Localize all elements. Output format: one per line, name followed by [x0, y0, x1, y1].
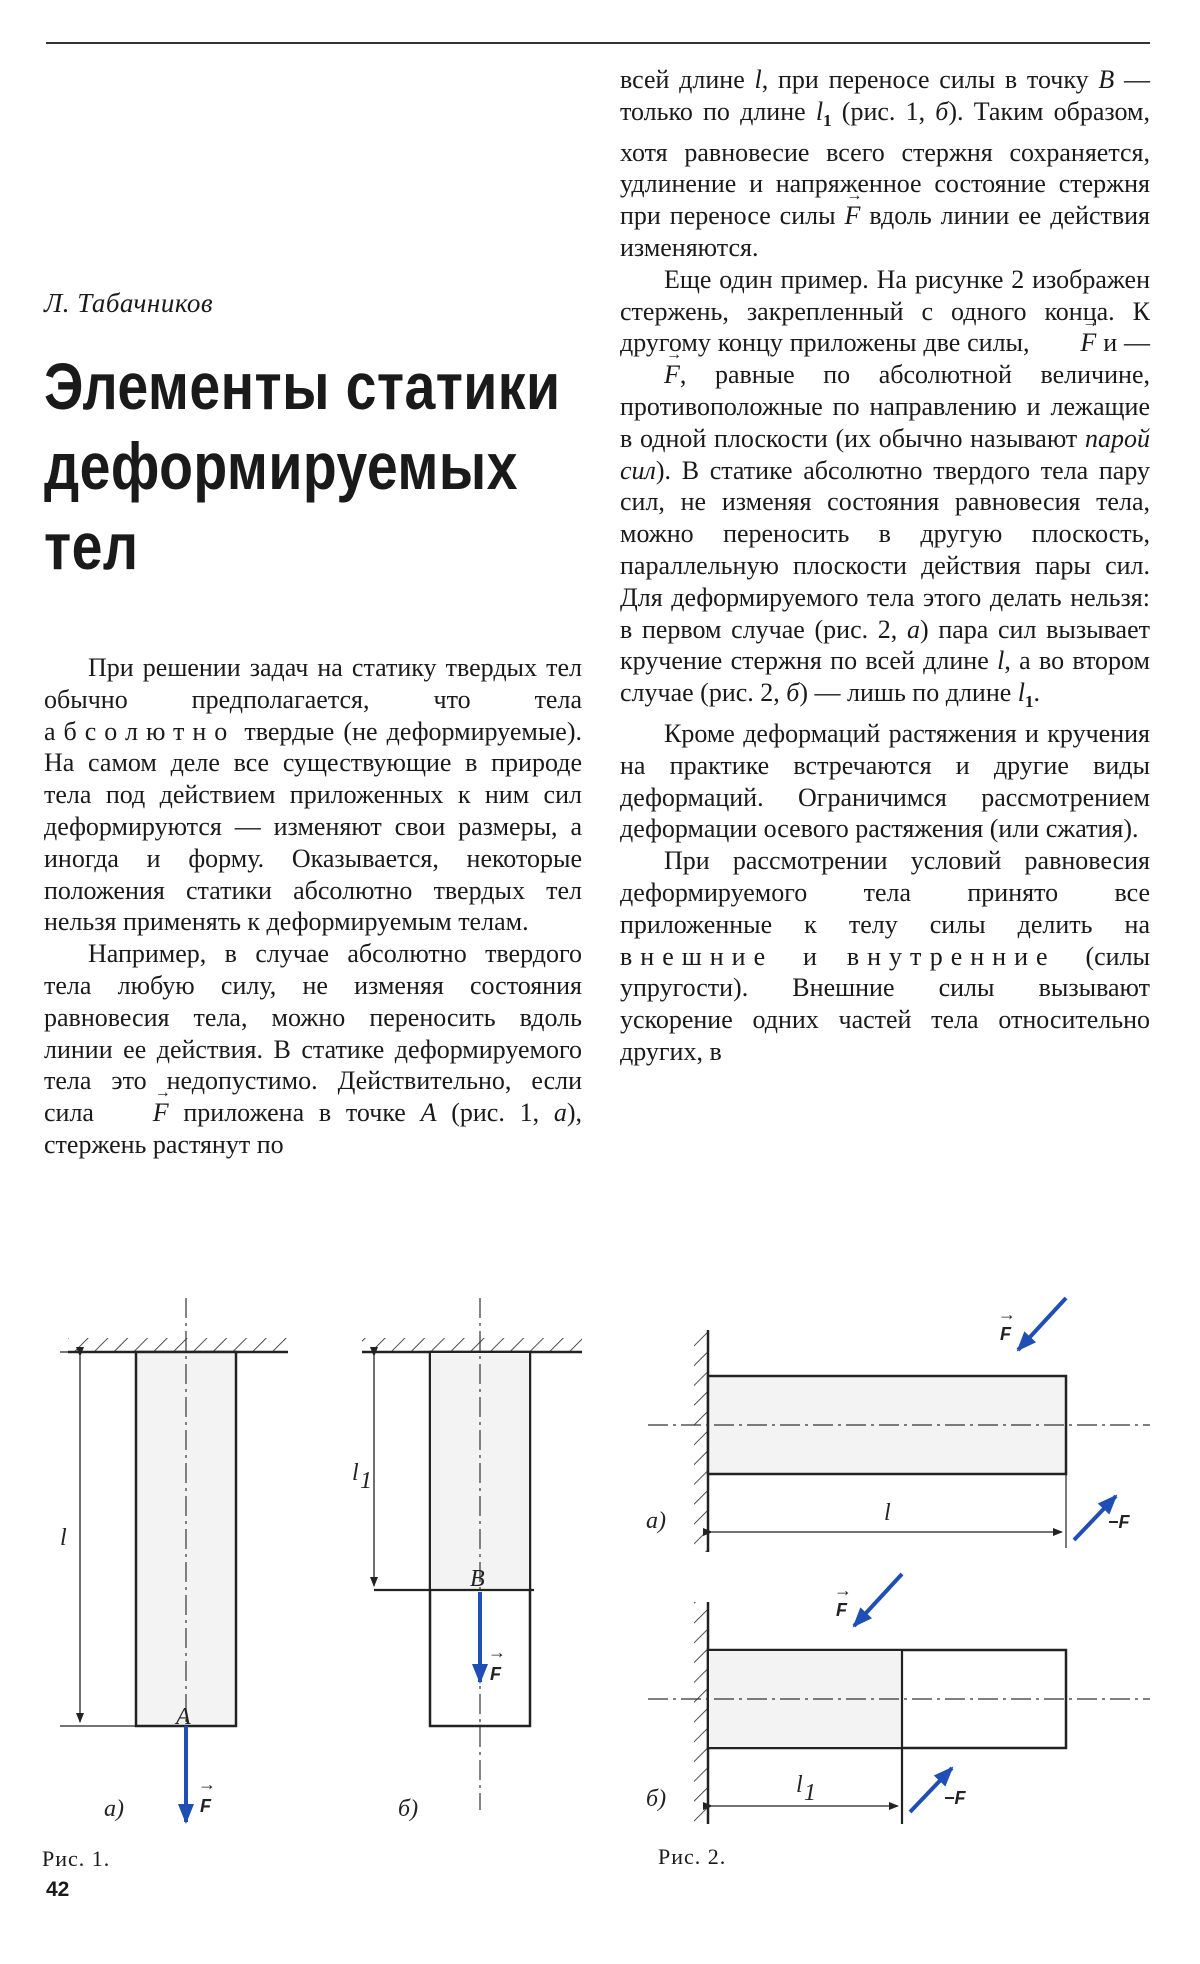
svg-text:→: →: [488, 1642, 506, 1662]
label-force-F: F: [1000, 1324, 1011, 1344]
label-sub-b: б): [646, 1786, 667, 1812]
svg-text:1: 1: [804, 1780, 816, 1806]
paragraph-second-example: Еще один пример. На рисунке 2 изображен стержень, закрепленный с одного конца. К другому концу приложены две силы, → F и —→ F, равные по абсолютной величине, противоположные по направлению и лежащие в одной плоскости (их обычно называют парой сил). В статике абсолютно твердого тела пару сил, не изменяя состояния равновесия тела, можно переносить в другую плоскость, параллельную плоскости действия пары сил. Для деформируемого тела этого делать нельзя: в первом случае (рис. 2, а) пара сил вызывает кручение стержня по всей длине l, а во втором случае (рис. 2, б) — лишь по длине $l_1$.: [620, 264, 1150, 718]
page-number: 42: [46, 1878, 70, 1901]
vector-F: → F: [845, 200, 861, 232]
vector-F: → F: [1036, 327, 1096, 359]
label-length-l1: l: [352, 1460, 359, 1486]
spaced-word: внутренние: [846, 941, 1056, 971]
label-force-F: F: [200, 1796, 211, 1816]
svg-text:→: →: [998, 1304, 1016, 1324]
label-force-minus-F: −F: [944, 1788, 966, 1808]
paragraph-deformations: Кроме деформаций растяжения и кручения на практике встречаются и другие виды деформаций. Ограничимся рассмотрением деформации осевого растяжения (или сжатия).: [620, 718, 1150, 844]
paragraph-continuation: всей длине l, при переносе силы в точку B — только по длине $l_1$ (рис. 1, б). Таким образом, хотя равновесие всего стержня сохраняется, удлинение и напряженное состояние стержня при переносе силы → F вдоль линии ее действия изменяются.: [620, 64, 1150, 264]
vector-F: → F: [109, 1097, 169, 1129]
label-force-minus-F: −F: [1108, 1512, 1130, 1532]
label-force-F: F: [836, 1600, 847, 1620]
figure-2b: [646, 1574, 1150, 1824]
figure-1-caption: Рис. 1.: [42, 1846, 111, 1871]
label-length-l: l: [60, 1525, 67, 1551]
title-line-1: Элементы статики: [44, 349, 561, 423]
label-sub-a: а): [104, 1796, 124, 1822]
label-force-F: F: [490, 1664, 501, 1684]
label-point-B: B: [470, 1566, 485, 1592]
label-sub-a: а): [646, 1508, 666, 1534]
paragraph-example: Например, в случае абсолютно твердого тела любую силу, не изменяя состояния равновесия тела, можно переносить вдоль линии ее действия. В статике деформируемого тела это недопустимо. Действительно, если сила → F приложена в точке A (рис. 1, а), стержень растянут по: [44, 938, 582, 1161]
svg-text:1: 1: [360, 1468, 372, 1494]
title-line-2: деформируемых: [44, 429, 518, 503]
label-sub-b: б): [398, 1796, 419, 1822]
svg-text:→: →: [198, 1774, 216, 1794]
paragraph-intro: При решении задач на статику твердых тел обычно предполагается, что тела абсолютно твердые (не деформируемые). На самом деле все существующие в природе тела под действием приложенных к ним сил деформируются — изменяют свои размеры, а иногда и форму. Оказывается, некоторые положения статики абсолютно твердых тел нельзя применять к деформируемым телам.: [44, 653, 582, 937]
label-point-A: A: [176, 1704, 191, 1730]
figure-1b: [352, 1298, 582, 1822]
figure-2a: [646, 1298, 1150, 1552]
vector-F: → F: [620, 359, 680, 391]
title-line-3: тел: [44, 509, 139, 583]
force-arrow-F: [1018, 1298, 1066, 1350]
figure-1a: [60, 1298, 288, 1822]
article-author: Л. Табачников: [44, 288, 214, 318]
figure-2-caption: Рис. 2.: [658, 1844, 727, 1869]
svg-text:→: →: [834, 1580, 852, 1600]
spaced-word: внешние: [620, 941, 774, 971]
label-length-l1: l: [796, 1772, 803, 1798]
paragraph-forces: При рассмотрении условий равновесия деформируемого тела принято все приложенные к телу силы делить на внешние и внутренние (силы упругости). Внешние силы вызывают ускорение одних частей тела относительно других, в: [620, 846, 1151, 1066]
spaced-word: абсолютно: [44, 716, 236, 746]
label-length-l: l: [884, 1500, 891, 1526]
force-arrow-F: [854, 1574, 902, 1626]
